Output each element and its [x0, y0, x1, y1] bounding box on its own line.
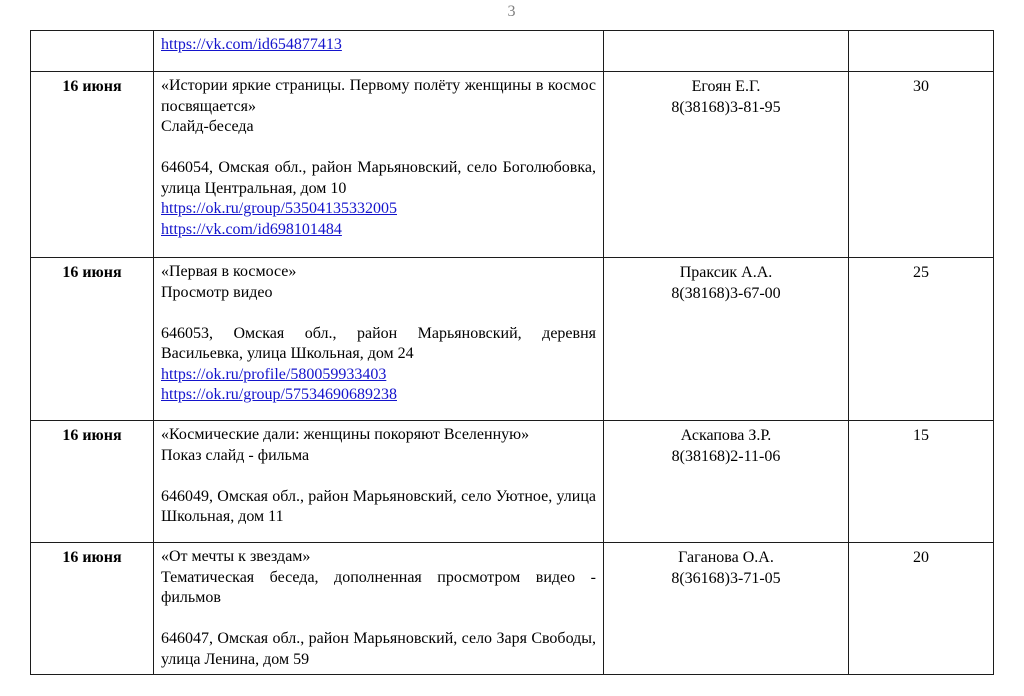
contact-name: Гаганова О.А.: [678, 549, 774, 566]
contact-name: Праксик А.А.: [679, 264, 773, 281]
count-cell: [849, 421, 994, 543]
event-type-label: Тематическая беседа, дополненная просмотром видео - фильмов: [161, 568, 596, 606]
count-cell: [849, 543, 994, 675]
date-cell: 16 июня: [31, 258, 154, 421]
date-cell: 16 июня: [31, 421, 154, 543]
contact-phone: 8(38168)3-67-00: [671, 284, 781, 302]
event-link[interactable]: https://ok.ru/group/53504135332005: [161, 200, 397, 217]
date-cell: [31, 31, 154, 72]
event-type-label: Просмотр видео: [161, 283, 273, 301]
table-row: [31, 31, 994, 72]
event-link[interactable]: https://vk.com/id698101484: [161, 220, 342, 238]
event-cell: [154, 72, 604, 258]
event-title: «От мечты к звездам»: [161, 548, 311, 565]
contact-phone: 8(38168)3-81-95: [671, 98, 781, 116]
contact-cell: [604, 258, 849, 421]
event-address: 646049, Омская обл., район Марьяновский, село Уютное, улица Школьная, дом 11: [161, 487, 596, 525]
date-cell: 16 июня: [31, 72, 154, 258]
attendance-count: 15: [913, 427, 929, 444]
table-row: [31, 72, 994, 258]
event-type-label: Слайд-беседа: [161, 118, 254, 135]
attendance-count: 20: [913, 549, 929, 566]
blank-line: [161, 609, 596, 630]
contact-name: Аскапова З.Р.: [680, 427, 772, 444]
contact-cell: [604, 72, 849, 258]
event-cell: [154, 258, 604, 421]
event-title: «Космические дали: женщины покоряют Вселенную»: [161, 426, 530, 443]
event-type-label: Показ слайд - фильма: [161, 446, 310, 464]
blank-line: [161, 303, 596, 324]
page-number: 3: [507, 3, 516, 20]
blank-line: [161, 466, 596, 487]
attendance-count: 25: [913, 264, 929, 281]
contact-cell: [604, 543, 849, 675]
table-row: [31, 258, 994, 421]
count-cell: [849, 72, 994, 258]
contact-phone: 8(38168)2-11-06: [671, 447, 781, 465]
event-cell: [154, 421, 604, 543]
count-cell: [849, 258, 994, 421]
event-link[interactable]: https://vk.com/id654877413: [161, 36, 342, 53]
table-row: [31, 421, 994, 543]
contact-cell: [604, 421, 849, 543]
event-title: «Истории яркие страницы. Первому полёту женщины в космос посвящается»: [161, 77, 596, 115]
event-cell: [154, 31, 604, 72]
event-address: 646047, Омская обл., район Марьяновский, село Заря Свободы, улица Ленина, дом 59: [161, 630, 596, 668]
date-cell: 16 июня: [31, 543, 154, 675]
event-address: 646053, Омская обл., район Марьяновский, деревня Васильевка, улица Школьная, дом 24: [161, 324, 596, 362]
count-cell: [849, 31, 994, 72]
event-title: «Первая в космосе»: [161, 263, 297, 280]
contact-phone: 8(36168)3-71-05: [671, 569, 781, 587]
event-link[interactable]: https://ok.ru/group/57534690689238: [161, 386, 397, 403]
schedule-table: [30, 30, 994, 675]
event-cell: [154, 543, 604, 675]
blank-line: [161, 138, 596, 159]
attendance-count: 30: [913, 78, 929, 95]
contact-name: Егоян Е.Г.: [691, 78, 761, 95]
event-link[interactable]: https://ok.ru/profile/580059933403: [161, 365, 387, 383]
contact-cell: [604, 31, 849, 72]
event-address: 646054, Омская обл., район Марьяновский, село Боголюбовка, улица Центральная, дом 10: [161, 159, 596, 197]
table-row: [31, 543, 994, 675]
